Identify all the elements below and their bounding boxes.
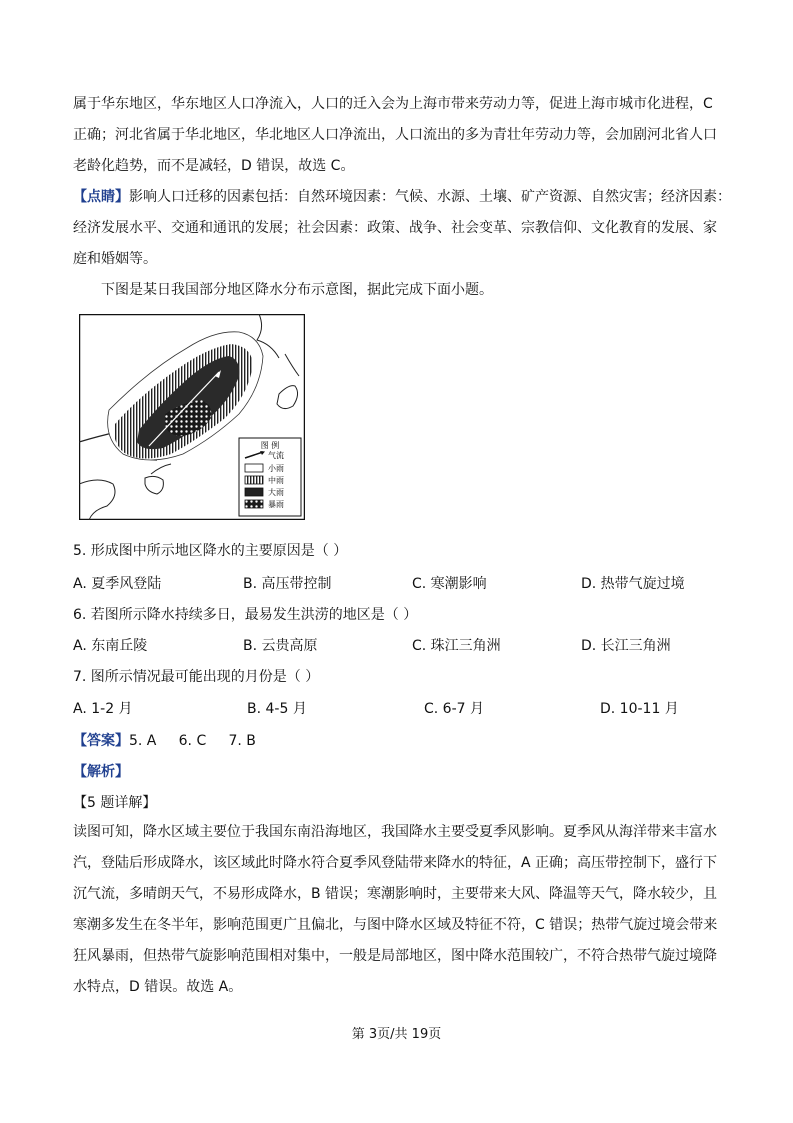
option: C. 寒潮影响 xyxy=(412,576,487,592)
legend-label: 小雨 xyxy=(268,464,284,473)
legend-swatch-moderate xyxy=(245,476,263,484)
text-line: 汽，登陆后形成降水，该区域此时降水符合夏季风登陆带来降水的特征，A 正确；高压带控制下，盛行下 xyxy=(73,855,718,871)
option: A. 夏季风登陆 xyxy=(73,576,162,592)
question-stem: 6. 若图所示降水持续多日，最易发生洪涝的地区是（ ） xyxy=(73,607,418,623)
text-line: 寒潮多发生在冬半年，影响范围更广且偏北，与图中降水区域及特征不符，C 错误；热带气旋过境会带来 xyxy=(73,917,718,933)
answer-tag: 【答案】 xyxy=(73,733,129,749)
question-stem: 5. 形成图中所示地区降水的主要原因是（ ） xyxy=(73,543,348,559)
text-line: 读图可知，降水区域主要位于我国东南沿海地区，我国降水主要受夏季风影响。夏季风从海洋带来丰富水 xyxy=(73,824,717,840)
options-row xyxy=(73,635,733,657)
detail-paragraph xyxy=(73,817,723,1003)
text-line: 庭和婚姻等。 xyxy=(73,251,157,267)
lead-paragraph xyxy=(73,275,723,306)
answer-text: 5. A 6. C 7. B xyxy=(129,733,256,749)
option: C. 珠江三角洲 xyxy=(412,638,501,654)
legend-label: 气流 xyxy=(268,451,284,460)
tip-paragraph xyxy=(73,182,731,275)
option: D. 长江三角洲 xyxy=(581,638,671,654)
detail-tag: 【5 题详解】 xyxy=(73,795,157,811)
option: A. 东南丘陵 xyxy=(73,638,148,654)
analysis-tag: 【解析】 xyxy=(73,764,129,780)
option: C. 6-7 月 xyxy=(424,701,484,717)
text-line: 沉气流，多晴朗天气，不易形成降水，B 错误；寒潮影响时，主要带来大风、降温等天气，降水较少，且 xyxy=(73,886,718,902)
text-line: 水特点，D 错误。故选 A。 xyxy=(73,979,243,995)
options-row xyxy=(73,698,733,720)
tip-text: 影响人口迁移的因素包括：自然环境因素：气候、水源、土壤、矿产资源、自然灾害；经济因素： xyxy=(129,189,731,205)
text-line: 老龄化趋势，而不是减轻，D 错误，故选 C。 xyxy=(73,158,355,174)
text-line: 狂风暴雨，但热带气旋影响范围相对集中，一般是局部地区，图中降水范围较广，不符合热带气旋过境降 xyxy=(73,948,717,964)
answer-line xyxy=(73,730,256,750)
question-stem: 7. 图所示情况最可能出现的月份是（ ） xyxy=(73,669,320,685)
tip-tag: 【点睛】 xyxy=(73,189,129,205)
text-line xyxy=(73,182,731,213)
legend-label: 暴雨 xyxy=(268,500,284,509)
option: D. 10-11 月 xyxy=(600,701,679,717)
text-line: 属于华东地区，华东地区人口净流入，人口的迁入会为上海市带来劳动力等，促进上海市城市化进程，C xyxy=(73,96,713,112)
legend-label: 大雨 xyxy=(268,488,284,497)
option: B. 云贵高原 xyxy=(243,638,318,654)
legend-label: 中雨 xyxy=(268,476,284,485)
options-row xyxy=(73,573,733,595)
legend-swatch-light xyxy=(245,464,263,472)
option: A. 1-2 月 xyxy=(73,701,133,717)
legend-swatch-storm xyxy=(245,500,263,508)
text-line: 正确；河北省属于华北地区，华北地区人口净流出，人口流出的多为青壮年劳动力等，会加剧河北省人口 xyxy=(73,127,717,143)
page-footer: 第 3页/共 19页 xyxy=(351,1027,442,1042)
option: B. 高压带控制 xyxy=(243,576,332,592)
text-line: 下图是某日我国部分地区降水分布示意图，据此完成下面小题。 xyxy=(101,282,493,298)
precipitation-map xyxy=(79,314,305,520)
legend-title: 图 例 xyxy=(260,441,280,450)
option: D. 热带气旋过境 xyxy=(581,576,685,592)
intro-paragraph xyxy=(73,89,723,182)
text-line: 经济发展水平、交通和通讯的发展；社会因素：政策、战争、社会变革、宗教信仰、文化教育的发展、家 xyxy=(73,220,717,236)
legend-swatch-heavy xyxy=(245,488,263,496)
option: B. 4-5 月 xyxy=(247,701,307,717)
